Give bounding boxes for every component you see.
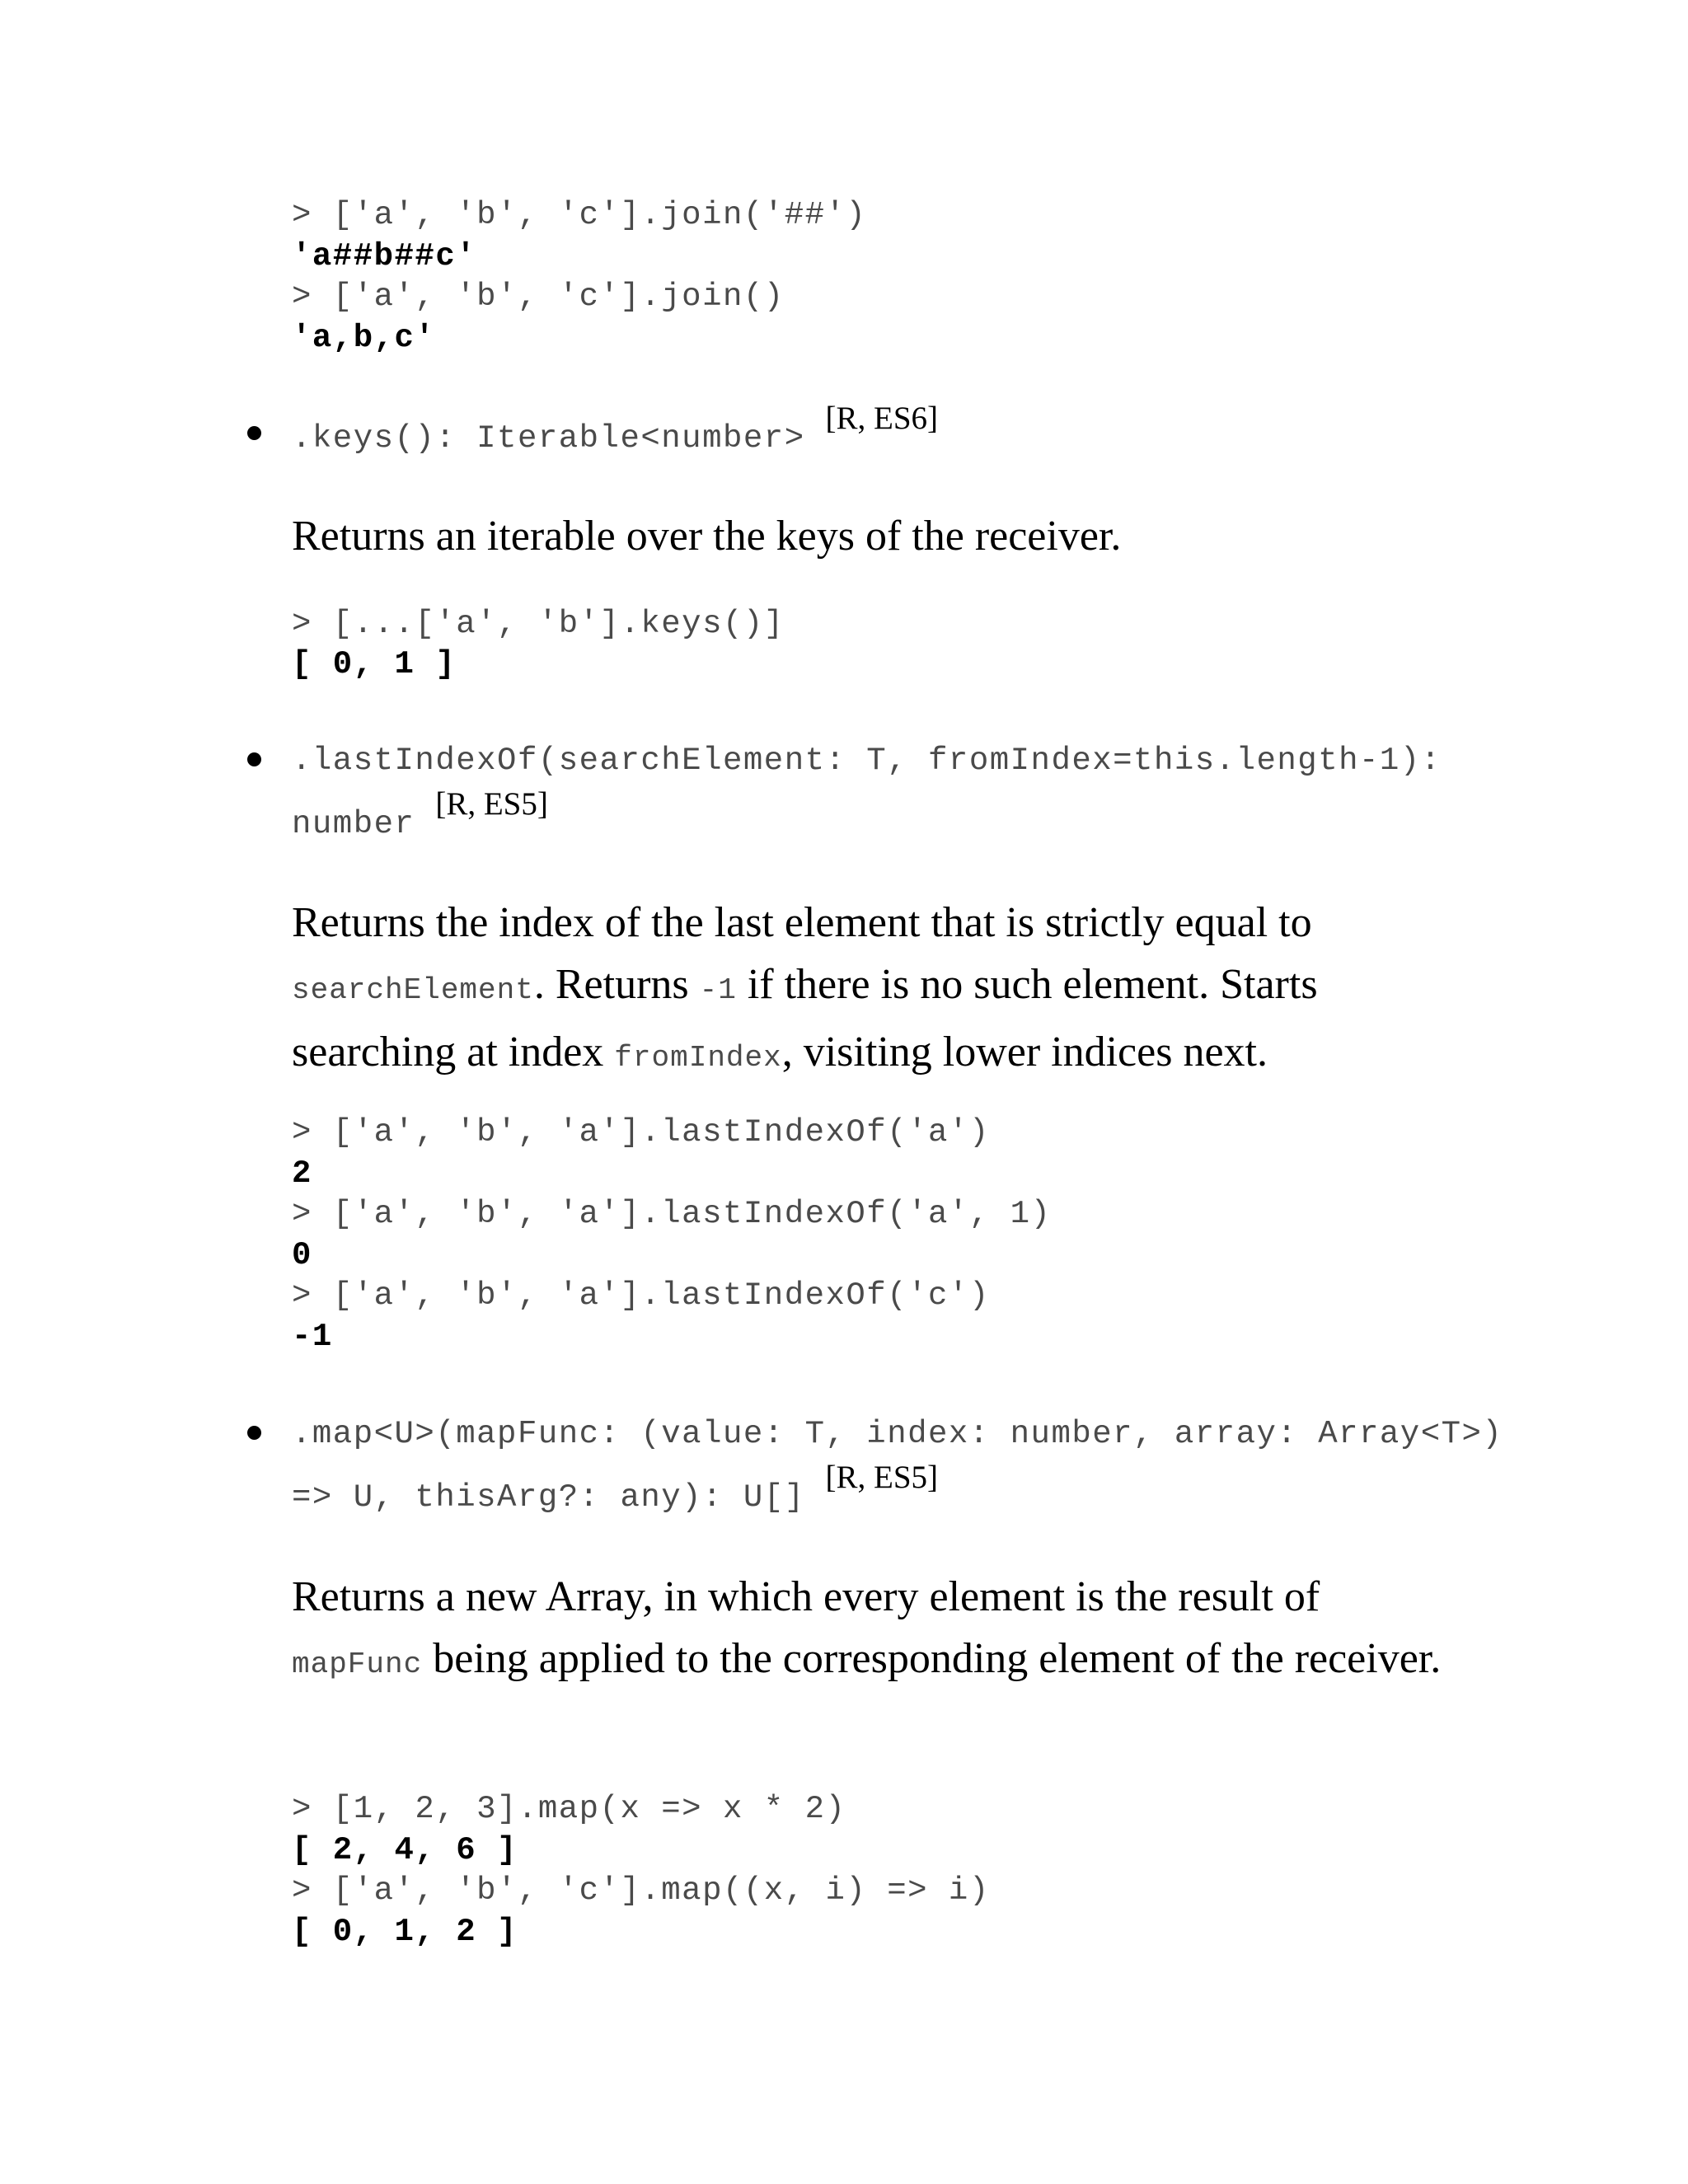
- bullet-point: [247, 1426, 261, 1440]
- description-text: Returns a new Array, in which every element is the result of: [292, 1573, 1320, 1620]
- signature-text: number: [292, 806, 415, 842]
- method-signature-keys: [292, 401, 939, 459]
- method-signature-lastindexof-line1: .lastIndexOf(searchElement: T, fromIndex=this.length-1):: [292, 743, 1442, 779]
- method-description-map: [292, 1566, 1446, 1695]
- inline-code: fromIndex: [614, 1041, 782, 1075]
- code-output-line: 'a,b,c': [292, 320, 436, 356]
- code-output-line: -1: [292, 1319, 333, 1355]
- code-output-line: 2: [292, 1155, 312, 1192]
- description-text: , visiting lower indices next.: [781, 1029, 1268, 1076]
- bullet-point: [247, 752, 261, 766]
- bullet-point: [247, 426, 261, 440]
- inline-code: searchElement: [292, 973, 534, 1007]
- code-input-line: > ['a', 'b', 'c'].join(): [292, 279, 785, 315]
- code-input-line: > [1, 2, 3].map(x => x * 2): [292, 1791, 846, 1827]
- signature-text: .keys(): Iterable<number>: [292, 420, 805, 457]
- code-input-line: > [...['a', 'b'].keys()]: [292, 606, 785, 642]
- method-signature-lastindexof-line2: [292, 786, 548, 845]
- code-input-line: > ['a', 'b', 'a'].lastIndexOf('a'): [292, 1114, 990, 1151]
- method-signature-map-line1: .map<U>(mapFunc: (value: T, index: number, array: Array<T>): [292, 1416, 1503, 1452]
- signature-tag: [R, ES6]: [825, 401, 939, 436]
- code-input-line: > ['a', 'b', 'a'].lastIndexOf('a', 1): [292, 1196, 1052, 1232]
- description-text: if there is no such element. Starts searching at index: [292, 961, 1318, 1076]
- signature-tag: [R, ES5]: [435, 786, 548, 822]
- code-output-line: [ 2, 4, 6 ]: [292, 1832, 518, 1868]
- description-text: being applied to the corresponding element of the receiver.: [422, 1635, 1442, 1682]
- method-signature-map-line2: [292, 1460, 939, 1518]
- code-input-line: > ['a', 'b', 'c'].map((x, i) => i): [292, 1872, 990, 1909]
- code-input-line: > ['a', 'b', 'c'].join('##'): [292, 197, 867, 233]
- signature-text: => U, thisArg?: any): U[]: [292, 1479, 805, 1516]
- description-text: . Returns: [533, 961, 700, 1008]
- method-description-lastindexof: [292, 892, 1446, 1089]
- code-output-line: [ 0, 1 ]: [292, 646, 457, 682]
- method-description-keys: Returns an iterable over the keys of the receiver.: [292, 513, 1122, 560]
- signature-tag: [R, ES5]: [825, 1460, 939, 1495]
- inline-code: -1: [699, 973, 737, 1007]
- code-output-line: 0: [292, 1237, 312, 1273]
- code-output-line: 'a##b##c': [292, 238, 477, 274]
- code-output-line: [ 0, 1, 2 ]: [292, 1914, 518, 1950]
- code-input-line: > ['a', 'b', 'a'].lastIndexOf('c'): [292, 1277, 990, 1314]
- description-text: Returns the index of the last element that is strictly equal to: [292, 899, 1312, 946]
- inline-code: mapFunc: [292, 1647, 423, 1681]
